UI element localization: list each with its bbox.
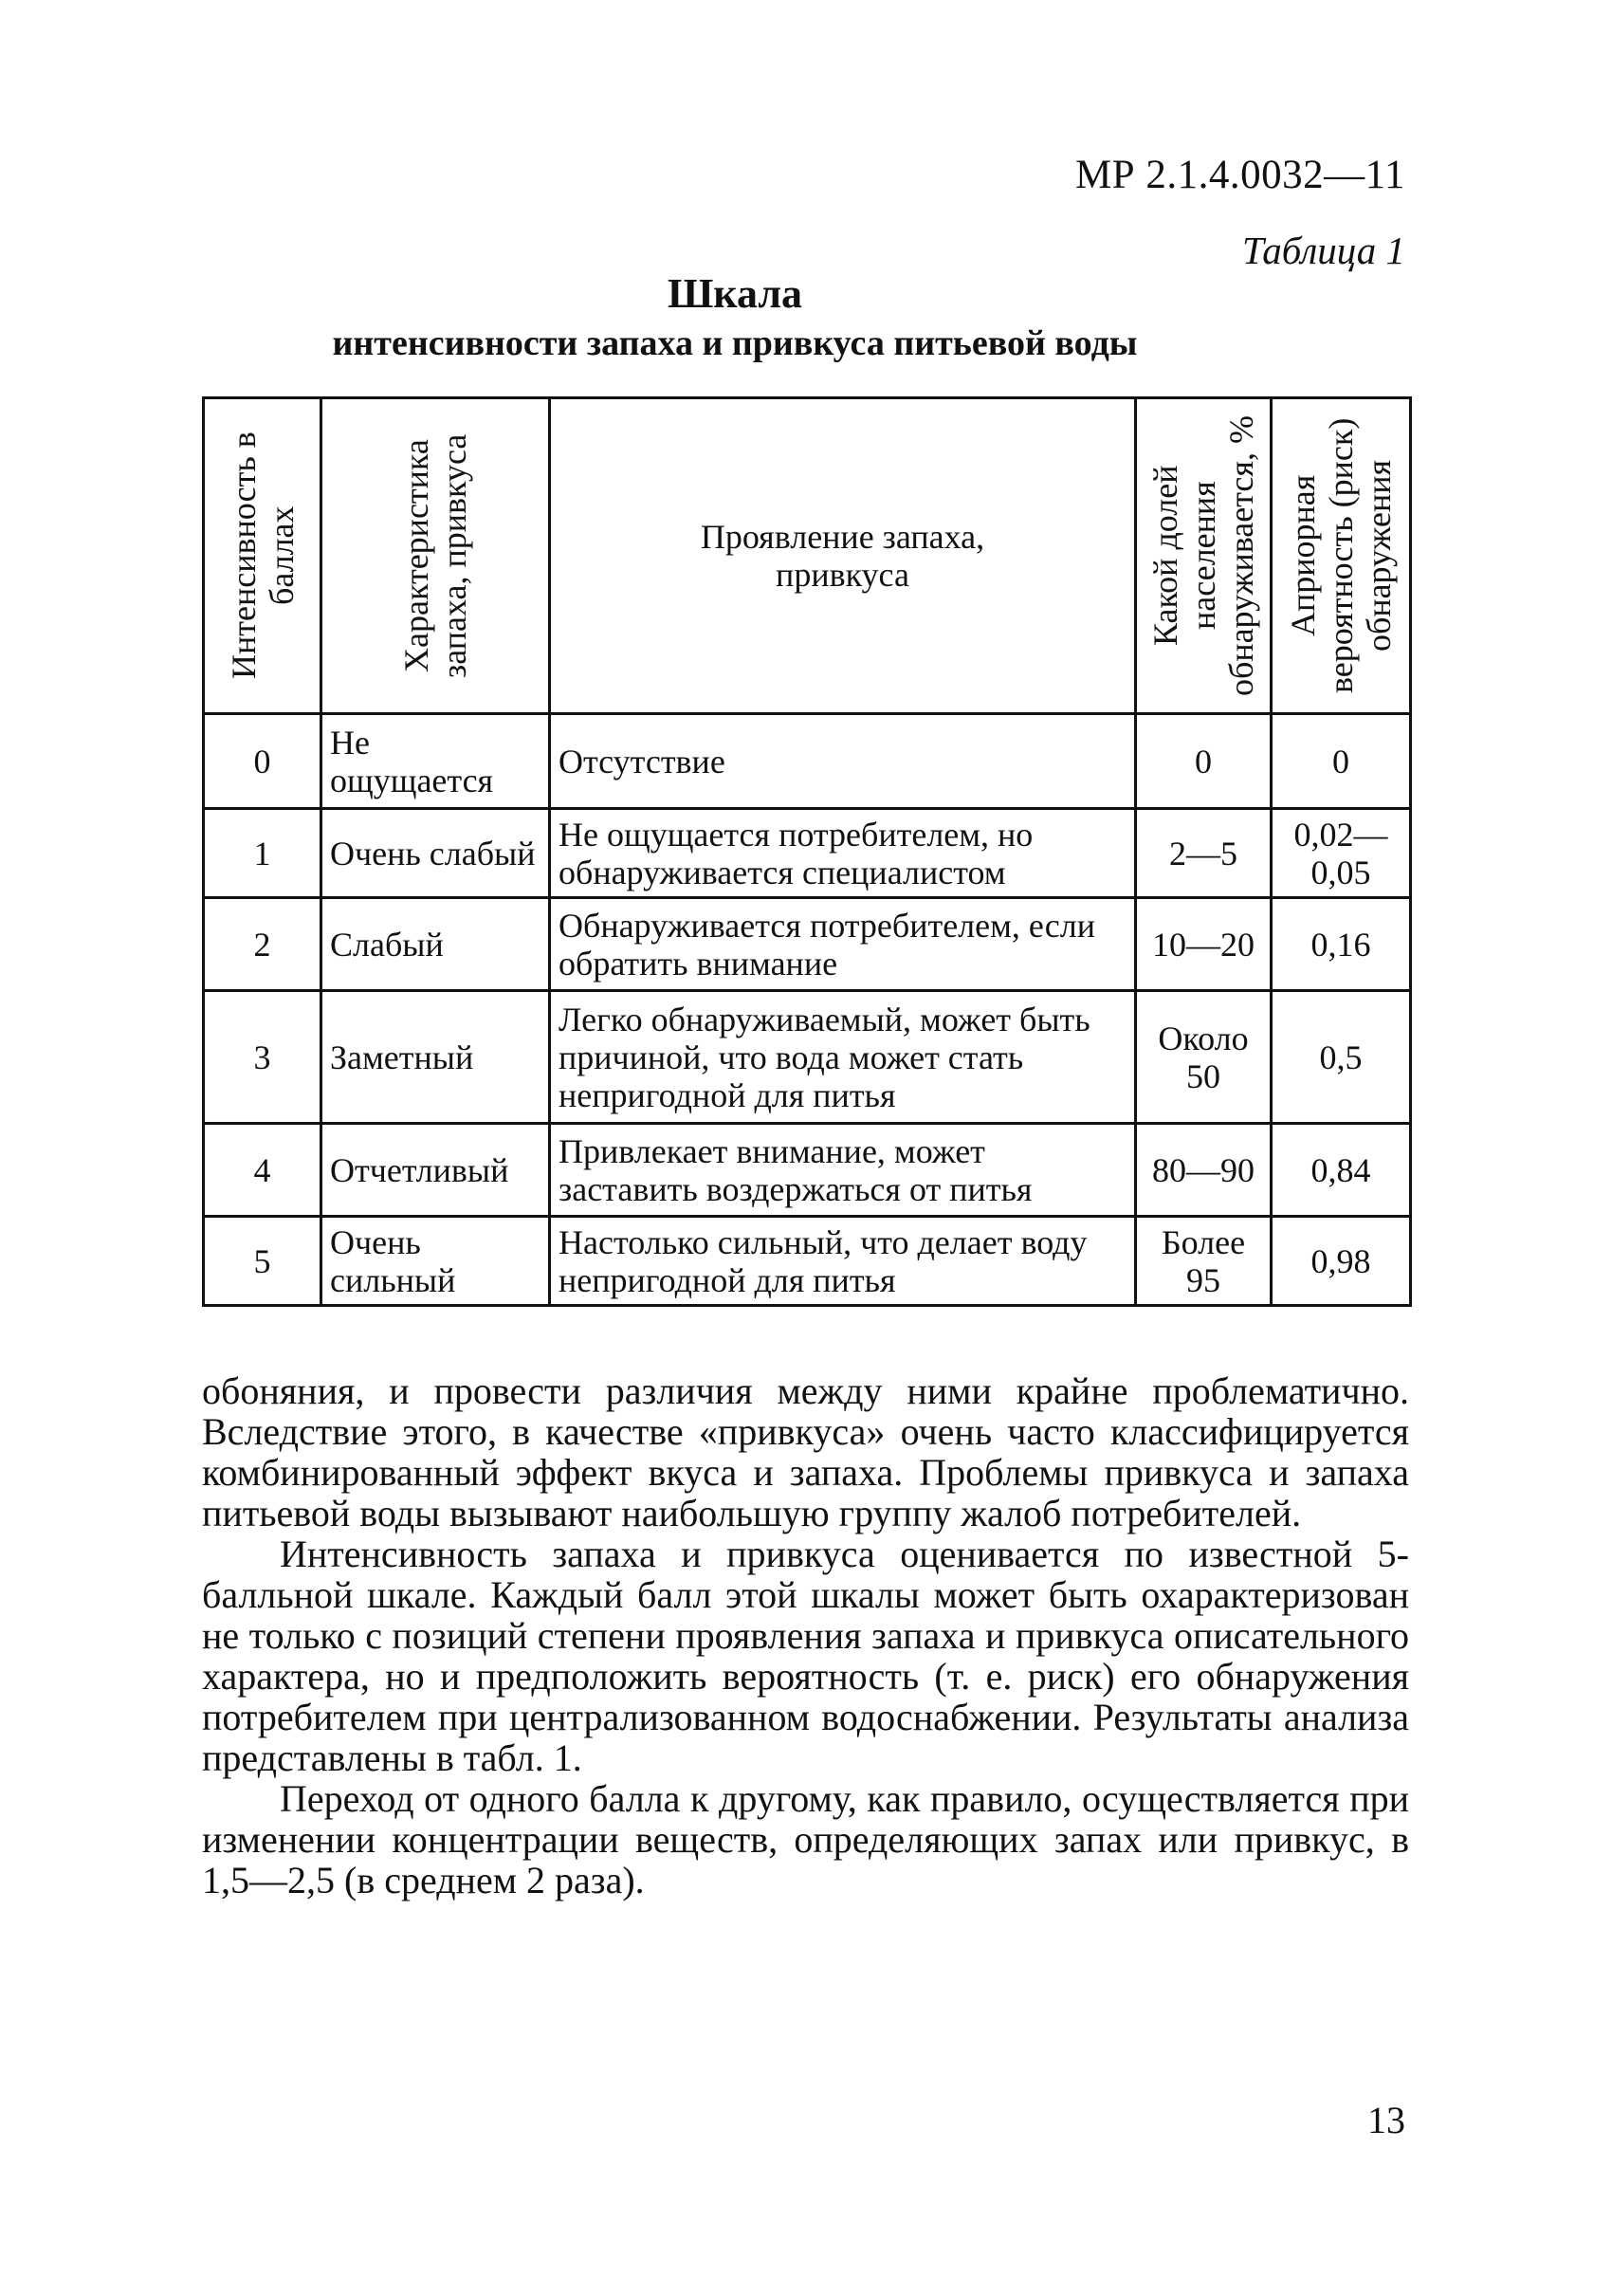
cell-characteristic: Не ощущается xyxy=(321,714,550,809)
cell-score: 3 xyxy=(204,991,321,1124)
table-row xyxy=(204,898,1411,991)
table-row xyxy=(204,714,1411,809)
column-header-label: Интенсивность в баллах xyxy=(224,432,301,680)
paragraph: обоняния, и провести различия между ними крайне проблематично. Вследствие этого, в качестве «привкуса» очень часто классифицируется комбинированный эффект вкуса и запаха. Проблемы привкуса и запаха питьевой воды вызывают наибольшую группу жалоб потребителей. xyxy=(202,1369,1409,1534)
cell-risk: 0 xyxy=(1272,714,1411,809)
title-line-2: интенсивности запаха и привкуса питьевой воды xyxy=(332,323,1138,363)
column-header xyxy=(1136,398,1272,714)
page-number: 13 xyxy=(1367,2099,1405,2141)
cell-characteristic: Заметный xyxy=(321,991,550,1124)
table-header-row xyxy=(204,398,1411,714)
cell-manifestation: Отсутствие xyxy=(550,714,1136,809)
column-header xyxy=(1272,398,1411,714)
table-row xyxy=(204,809,1411,898)
cell-share: 0 xyxy=(1136,714,1272,809)
table-row xyxy=(204,1217,1411,1306)
odor-scale-table xyxy=(202,396,1412,1307)
cell-score: 2 xyxy=(204,898,321,991)
paragraph: Переход от одного балла к другому, как правило, осуществляется при изменении концентрации веществ, определяющих запах или привкус, в 1,5—2,5 (в среднем 2 раза). xyxy=(202,1777,1409,1901)
cell-share: 10—20 xyxy=(1136,898,1272,991)
title-line-1: Шкала xyxy=(667,270,803,317)
table-label: Таблица 1 xyxy=(1241,229,1405,272)
cell-share: Около 50 xyxy=(1136,991,1272,1124)
cell-score: 1 xyxy=(204,809,321,898)
cell-manifestation: Обнаруживается потребителем, если обратить внимание xyxy=(550,898,1136,991)
cell-score: 5 xyxy=(204,1217,321,1306)
cell-risk: 0,16 xyxy=(1272,898,1411,991)
column-header-label: Априорная вероятность (риск) обнаружения xyxy=(1284,417,1398,694)
table-title xyxy=(0,269,1612,368)
cell-risk: 0,84 xyxy=(1272,1124,1411,1217)
table-row xyxy=(204,991,1411,1124)
document-code: МР 2.1.4.0032—11 xyxy=(1074,153,1405,197)
cell-manifestation: Не ощущается потребителем, но обнаруживается специалистом xyxy=(550,809,1136,898)
cell-manifestation: Привлекает внимание, может заставить воздержаться от питья xyxy=(550,1124,1136,1217)
column-header xyxy=(321,398,550,714)
cell-characteristic: Слабый xyxy=(321,898,550,991)
column-header-label: Проявление запаха, привкуса xyxy=(700,518,985,594)
cell-share: 2—5 xyxy=(1136,809,1272,898)
column-header-label: Характеристика запаха, привкуса xyxy=(397,433,473,678)
cell-share: Более 95 xyxy=(1136,1217,1272,1306)
cell-risk: 0,5 xyxy=(1272,991,1411,1124)
column-header xyxy=(550,398,1136,714)
cell-score: 4 xyxy=(204,1124,321,1217)
cell-score: 0 xyxy=(204,714,321,809)
cell-manifestation: Настолько сильный, что делает воду непригодной для питья xyxy=(550,1217,1136,1306)
cell-characteristic: Очень сильный xyxy=(321,1217,550,1306)
paragraph: Интенсивность запаха и привкуса оценивается по известной 5-балльной шкале. Каждый балл этой шкалы может быть охарактеризован не только с позиций степени проявления запаха и привкуса описательного характера, но и предположить вероятность (т. е. риск) его обнаружения потребителем при централизованном водоснабжении. Результаты анализа представлены в табл. 1. xyxy=(202,1533,1409,1779)
cell-share: 80—90 xyxy=(1136,1124,1272,1217)
cell-manifestation: Легко обнаруживаемый, может быть причиной, что вода может стать непригодной для питья xyxy=(550,991,1136,1124)
body-text xyxy=(202,1370,1409,1901)
table-row xyxy=(204,1124,1411,1217)
cell-characteristic: Очень слабый xyxy=(321,809,550,898)
column-header-label: Какой долей населения обнаруживается, % xyxy=(1146,415,1260,696)
cell-characteristic: Отчетливый xyxy=(321,1124,550,1217)
cell-risk: 0,98 xyxy=(1272,1217,1411,1306)
column-header xyxy=(204,398,321,714)
cell-risk: 0,02—0,05 xyxy=(1272,809,1411,898)
